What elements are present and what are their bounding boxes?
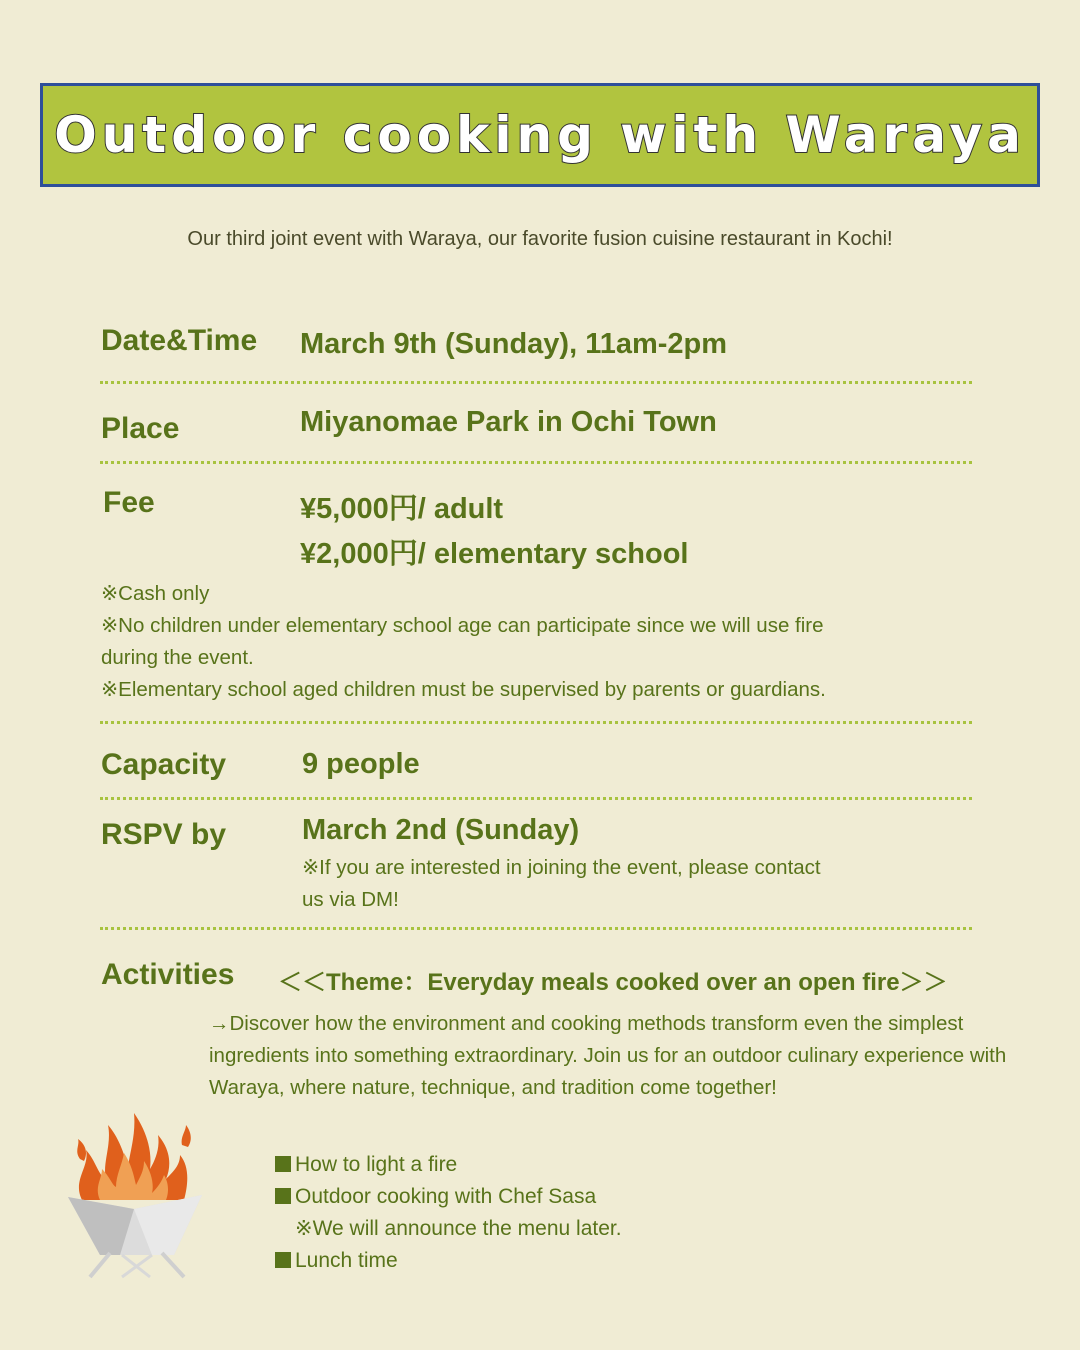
place-label: Place (101, 412, 180, 445)
fee-note: during the event. (101, 646, 254, 669)
list-item (275, 1245, 622, 1277)
square-bullet-icon (275, 1188, 291, 1204)
rsvp-notes (302, 852, 821, 916)
fee-adult: ¥5,000円/ adult (300, 493, 504, 525)
rsvp-value: March 2nd (Sunday) (302, 814, 580, 846)
divider (100, 927, 972, 930)
activities-theme: ＜＜Theme：Everyday meals cooked over an open fire＞＞ (278, 969, 948, 996)
capacity-value: 9 people (302, 748, 420, 780)
place-value: Miyanomae Park in Ochi Town (300, 406, 717, 438)
list-item-label: How to light a fire (295, 1153, 458, 1176)
divider (100, 797, 972, 800)
divider (100, 381, 972, 384)
title-banner (40, 83, 1040, 187)
divider (100, 721, 972, 724)
fee-note: ※No children under elementary school age can participate since we will use fire (101, 614, 824, 637)
rsvp-label: RSPV by (101, 818, 227, 851)
square-bullet-icon (275, 1252, 291, 1268)
campfire-icon (62, 1105, 212, 1280)
list-item-label: Lunch time (295, 1249, 398, 1272)
activities-list (275, 1149, 622, 1277)
date-value: March 9th (Sunday), 11am-2pm (300, 328, 728, 360)
fee-label: Fee (103, 486, 155, 519)
square-bullet-icon (275, 1156, 291, 1172)
fee-note: ※Cash only (101, 582, 210, 605)
list-item (275, 1181, 622, 1213)
capacity-label: Capacity (101, 748, 227, 781)
rsvp-note: ※If you are interested in joining the event, please contact (302, 856, 821, 879)
page-title: Outdoor cooking with Waraya (54, 106, 1026, 164)
fee-note: ※Elementary school aged children must be supervised by parents or guardians. (101, 678, 826, 701)
list-item-label: Outdoor cooking with Chef Sasa (295, 1185, 597, 1208)
list-subnote: ※We will announce the menu later. (295, 1217, 622, 1240)
divider (100, 461, 972, 464)
fee-notes (101, 578, 826, 706)
date-label: Date&Time (101, 324, 258, 357)
list-item (275, 1149, 622, 1181)
activities-description: →Discover how the environment and cooking methods transform even the simplest ingredients into something extraordinary. Join us for an outdoor culinary experience with Waraya, where nature, technique, and tradition come together! (209, 1012, 1007, 1099)
intro-text: Our third joint event with Waraya, our favorite fusion cuisine restaurant in Kochi! (187, 228, 893, 250)
activities-label: Activities (101, 958, 235, 991)
rsvp-note: us via DM! (302, 888, 399, 911)
fee-child: ¥2,000円/ elementary school (300, 538, 689, 570)
